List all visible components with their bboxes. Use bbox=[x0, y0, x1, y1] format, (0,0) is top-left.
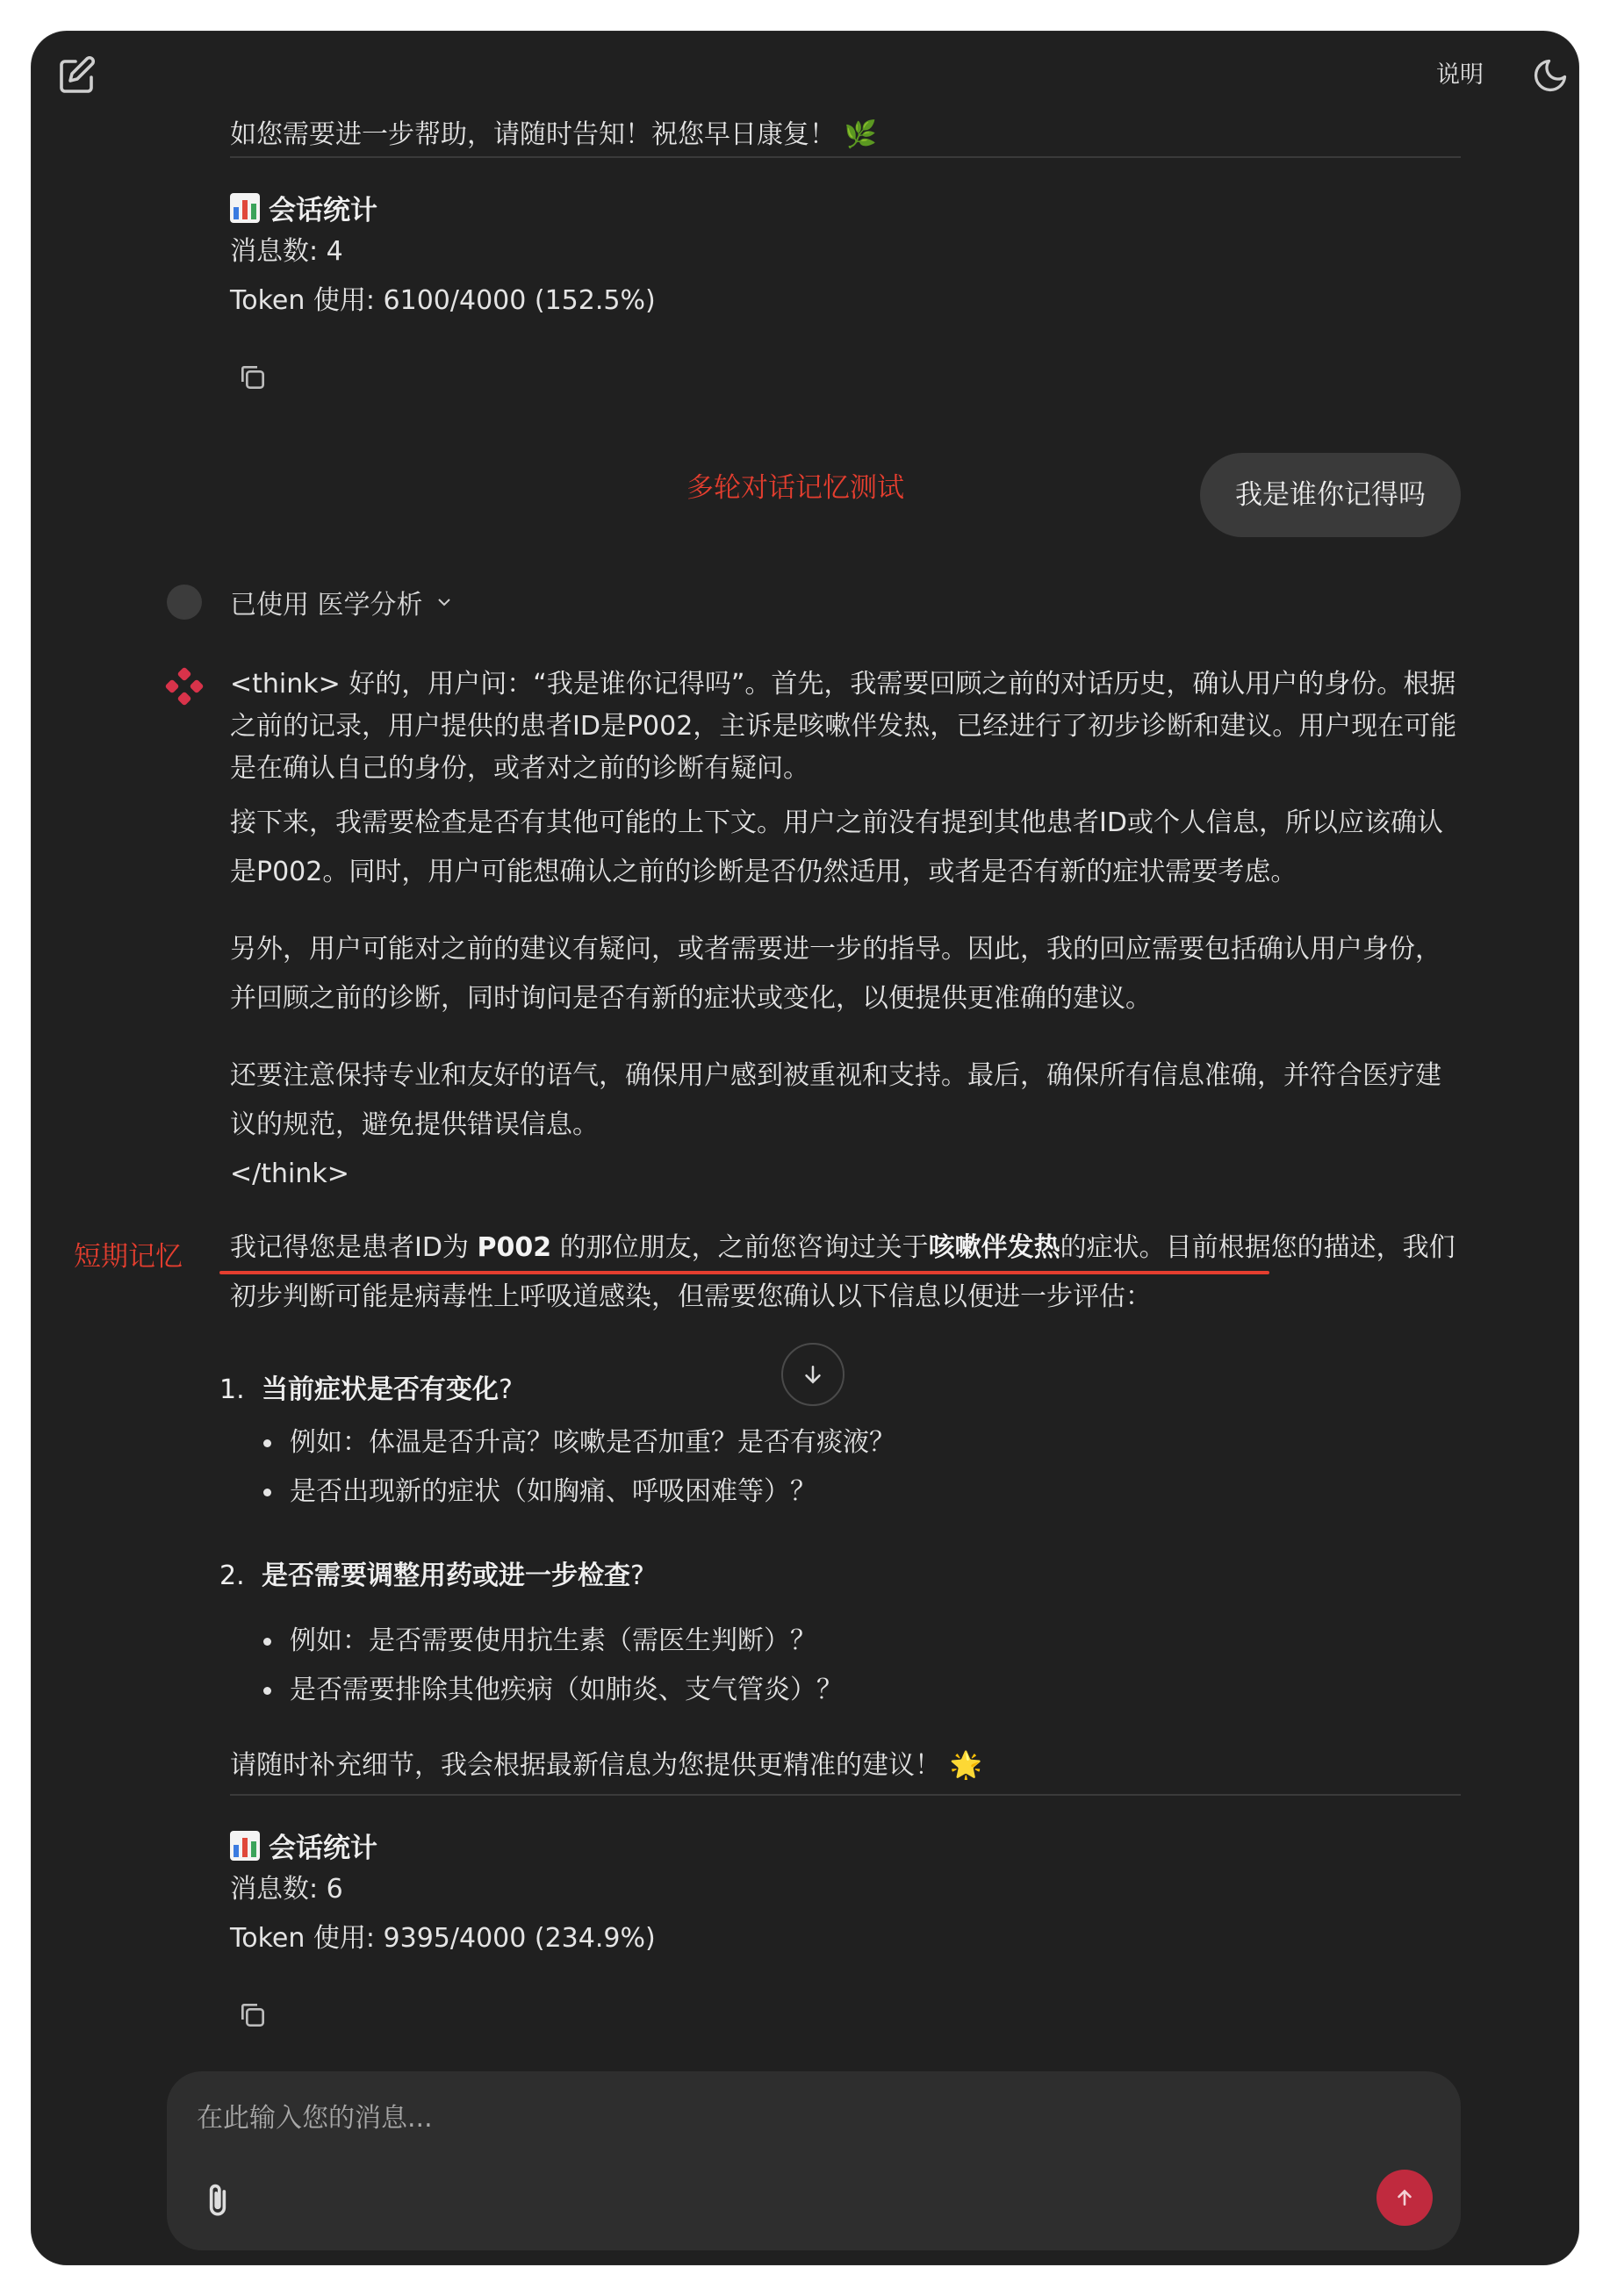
item-2-q: ? bbox=[630, 1561, 644, 1591]
tool-usage-toggle[interactable] bbox=[167, 578, 455, 627]
new-chat-icon[interactable] bbox=[56, 54, 98, 97]
symptom: 咳嗽伴发热 bbox=[928, 1232, 1060, 1263]
annotation-multi-turn: 多轮对话记忆测试 bbox=[686, 472, 904, 504]
stats-title: 会话统计 bbox=[269, 1833, 377, 1864]
session-stats bbox=[230, 1826, 1461, 1963]
answer-intro-a: 我记得您是患者ID为 bbox=[230, 1232, 478, 1263]
message-input[interactable] bbox=[195, 2092, 1340, 2143]
prev-stats bbox=[230, 188, 1461, 326]
stats-title: 会话统计 bbox=[269, 195, 377, 226]
answer-intro-c: 的症状。目前根据您的描述，我们初步判断可能是病毒性上呼吸道感染，但需要您确认以下信息以便进一步评估： bbox=[230, 1232, 1455, 1312]
copy-icon[interactable] bbox=[235, 1998, 270, 2033]
stats-heading bbox=[230, 188, 1461, 227]
answer-item-2 bbox=[219, 1552, 1450, 1715]
think-paragraph-3: 另外，用户可能对之前的建议有疑问，或者需要进一步的指导。因此，我的回应需要包括确认用户身份，并回顾之前的诊断，同时询问是否有新的症状或变化，以便提供更准确的建议。 bbox=[230, 934, 1441, 1014]
item-2-heading bbox=[219, 1552, 1450, 1601]
think-paragraph-1: <think> 好的，用户问：“我是谁你记得吗”。首先，我需要回顾之前的对话历史，确认用户的身份。根据之前的记录，用户提供的患者ID是P002，主诉是咳嗽伴发热，已经进行了初步诊断和建议。用户现在可能是在确认自己的身份，或者对之前的诊断有疑问。 bbox=[230, 669, 1457, 784]
item-1-number: 1. bbox=[219, 1374, 245, 1405]
answer-closing: 请随时补充细节，我会根据最新信息为您提供更精准的建议！ 🌟 bbox=[230, 1750, 982, 1781]
bar-chart-icon bbox=[230, 193, 260, 223]
answer-intro-b: 的那位朋友，之前您咨询过关于 bbox=[551, 1232, 929, 1263]
chevron-down-icon bbox=[434, 592, 455, 613]
assistant-avatar-icon bbox=[165, 667, 204, 706]
paperclip-icon[interactable] bbox=[198, 2180, 237, 2222]
list-item: 例如：是否需要使用抗生素（需医生判断）？ bbox=[219, 1617, 1450, 1666]
stats-heading bbox=[230, 1826, 1461, 1865]
item-1-q: ? bbox=[499, 1374, 513, 1405]
help-link[interactable]: 说明 bbox=[1436, 61, 1484, 89]
user-message-bubble: 我是谁你记得吗 bbox=[1200, 453, 1461, 537]
list-item: 例如：体温是否升高？咳嗽是否加重？是否有痰液？ bbox=[219, 1418, 1450, 1467]
message-composer bbox=[167, 2071, 1461, 2250]
tool-usage-label: 已使用 医学分析 bbox=[230, 590, 423, 621]
copy-icon[interactable] bbox=[235, 360, 270, 395]
think-close-tag: </think> bbox=[230, 1159, 349, 1189]
highlight-underline bbox=[219, 1271, 1269, 1274]
arrow-down-icon bbox=[800, 1361, 826, 1388]
chat-window bbox=[32, 32, 1578, 2264]
message-count: 消息数: 6 bbox=[230, 1874, 343, 1905]
think-paragraph-4: 还要注意保持专业和友好的语气，确保用户感到被重视和支持。最后，确保所有信息准确，并符合医疗建议的规范，避免提供错误信息。 bbox=[230, 1060, 1441, 1140]
send-button[interactable] bbox=[1376, 2170, 1433, 2226]
divider bbox=[230, 156, 1461, 158]
annotation-short-term: 短期记忆 bbox=[74, 1241, 183, 1273]
think-paragraph-2: 接下来，我需要检查是否有其他可能的上下文。用户之前没有提到其他患者ID或个人信息，所以应该确认是P002。同时，用户可能想确认之前的诊断是否仍然适用，或者是否有新的症状需要考虑。 bbox=[230, 807, 1443, 887]
list-item: 是否需要排除其他疾病（如肺炎、支气管炎）？ bbox=[219, 1666, 1450, 1715]
tool-status-dot bbox=[167, 585, 202, 620]
item-1-title: 当前症状是否有变化 bbox=[262, 1374, 499, 1405]
token-usage: Token 使用: 9395/4000 (234.9%) bbox=[230, 1923, 656, 1954]
moon-icon[interactable] bbox=[1531, 56, 1570, 95]
patient-id: P002 bbox=[477, 1232, 552, 1263]
scroll-down-button[interactable] bbox=[781, 1343, 845, 1406]
message-count: 消息数: 4 bbox=[230, 236, 343, 267]
item-2-number: 2. bbox=[219, 1561, 245, 1591]
item-2-title: 是否需要调整用药或进一步检查 bbox=[262, 1561, 630, 1591]
list-item: 是否出现新的症状（如胸痛、呼吸困难等）？ bbox=[219, 1467, 1450, 1517]
arrow-up-icon bbox=[1393, 2186, 1416, 2209]
divider bbox=[230, 1794, 1461, 1796]
bar-chart-icon bbox=[230, 1831, 260, 1861]
token-usage: Token 使用: 6100/4000 (152.5%) bbox=[230, 285, 656, 316]
prev-message-tail: 如您需要进一步帮助，请随时告知！祝您早日康复！ 🌿 bbox=[230, 119, 877, 150]
